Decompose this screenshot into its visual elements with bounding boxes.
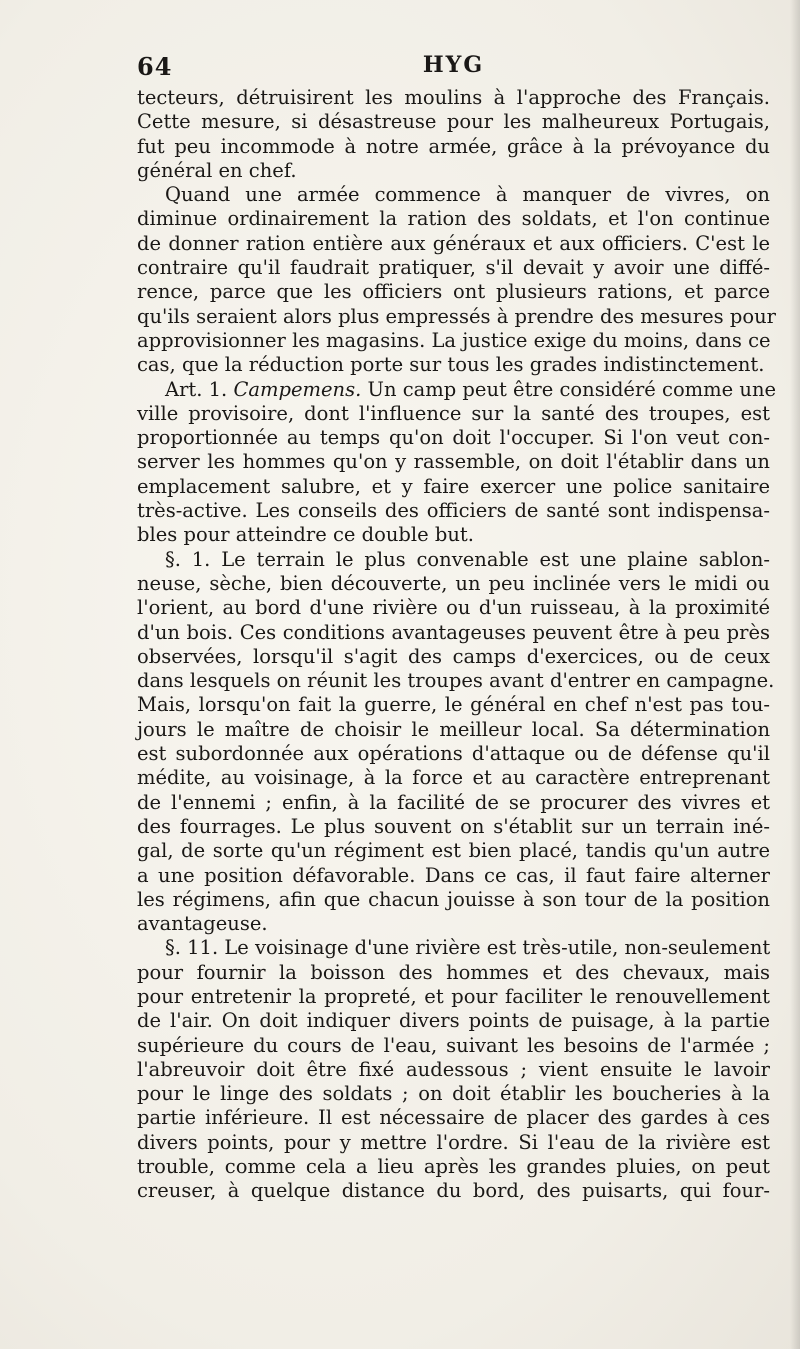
text-line: creuser, à quelque distance du bord, des puisarts, qui four-	[137, 1179, 770, 1203]
text-line: pour entretenir la propreté, et pour faciliter le renouvellement	[137, 984, 770, 1008]
text-line: divers points, pour y mettre l'ordre. Si l'eau de la rivière est	[137, 1130, 770, 1154]
article-intro: Un camp peut être considéré comme une	[367, 377, 777, 401]
text-line: jours le maître de choisir le meilleur local. Sa détermination	[137, 717, 770, 741]
text-line: les régimens, afin que chacun jouisse à son tour de la position	[137, 887, 770, 911]
text-line: bles pour atteindre ce double but.	[137, 523, 474, 547]
article-heading-line	[137, 377, 777, 402]
text-line: pour fournir la boisson des hommes et des chevaux, mais	[137, 960, 770, 984]
text-line: Mais, lorsqu'on fait la guerre, le général en chef n'est pas tou-	[137, 693, 770, 717]
page-edge-shadow	[790, 0, 800, 1349]
text-line: pour le linge des soldats ; on doit établir les boucheries à la	[137, 1082, 770, 1106]
text-line: §. 1. Le terrain le plus convenable est une plaine sablon-	[165, 547, 770, 571]
body-text	[137, 86, 777, 1204]
running-head: HYG	[422, 52, 485, 78]
text-line: a une position défavorable. Dans ce cas, il faut faire alterner	[137, 863, 770, 887]
page-number: 64	[137, 52, 173, 81]
text-line: approvisionner les magasins. La justice exige du moins, dans ce	[137, 328, 771, 352]
text-line: Cette mesure, si désastreuse pour les malheureux Portugais,	[137, 110, 770, 134]
text-line: neuse, sèche, bien découverte, un peu inclinée vers le midi ou	[137, 571, 770, 595]
text-line: d'un bois. Ces conditions avantageuses peuvent être à peu près	[137, 620, 770, 644]
text-line: emplacement salubre, et y faire exercer une police sanitaire	[137, 474, 770, 498]
text-line: trouble, comme cela a lieu après les grandes pluies, on peut	[137, 1155, 770, 1179]
text-line: très-active. Les conseils des officiers de santé sont indispensa-	[137, 499, 770, 523]
text-line: de l'ennemi ; enfin, à la facilité de se procurer des vivres et	[137, 790, 770, 814]
text-line: dans lesquels on réunit les troupes avant d'entrer en campagne.	[137, 669, 775, 693]
article-title: Campemens.	[233, 377, 362, 401]
text-line: des fourrages. Le plus souvent on s'établit sur un terrain iné-	[137, 814, 770, 838]
text-line: §. 11. Le voisinage d'une rivière est très-utile, non-seulement	[165, 936, 771, 960]
text-line: fut peu incommode à notre armée, grâce à la prévoyance du	[137, 134, 770, 158]
text-line: rence, parce que les officiers ont plusieurs rations, et parce	[137, 280, 770, 304]
text-line: qu'ils seraient alors plus empressés à prendre des mesures pour	[137, 304, 776, 328]
text-line: de l'air. On doit indiquer divers points de puisage, à la partie	[137, 1009, 770, 1033]
text-line: est subordonnée aux opérations d'attaque ou de défense qu'il	[137, 742, 770, 766]
text-line: général en chef.	[137, 158, 297, 182]
text-line: cas, que la réduction porte sur tous les grades indistinctement.	[137, 353, 765, 377]
text-line: médite, au voisinage, à la force et au caractère entreprenant	[137, 766, 770, 790]
text-line: contraire qu'il faudrait pratiquer, s'il devait y avoir une diffé-	[137, 256, 770, 280]
text-line: avantageuse.	[137, 912, 268, 936]
page-header	[137, 52, 770, 84]
text-line: l'orient, au bord d'une rivière ou d'un ruisseau, à la proximité	[137, 596, 770, 620]
text-line: proportionnée au temps qu'on doit l'occuper. Si l'on veut con-	[137, 426, 770, 450]
text-line: de donner ration entière aux généraux et aux officiers. C'est le	[137, 231, 770, 255]
article-label: Art. 1.	[165, 377, 228, 401]
text-line: diminue ordinairement la ration des soldats, et l'on continue	[137, 207, 770, 231]
text-line: Quand une armée commence à manquer de vivres, on	[165, 183, 770, 207]
text-line: partie inférieure. Il est nécessaire de placer des gardes à ces	[137, 1106, 770, 1130]
text-line: l'abreuvoir doit être fixé audessous ; vient ensuite le lavoir	[137, 1057, 770, 1081]
text-line: gal, de sorte qu'un régiment est bien placé, tandis qu'un autre	[137, 839, 770, 863]
text-line: server les hommes qu'on y rassemble, on doit l'établir dans un	[137, 450, 770, 474]
text-line: ville provisoire, dont l'influence sur la santé des troupes, est	[137, 401, 770, 425]
text-line: observées, lorsqu'il s'agit des camps d'exercices, ou de ceux	[137, 644, 770, 668]
text-line: supérieure du cours de l'eau, suivant les besoins de l'armée ;	[137, 1033, 770, 1057]
text-line: tecteurs, détruisirent les moulins à l'approche des Français.	[137, 86, 770, 109]
